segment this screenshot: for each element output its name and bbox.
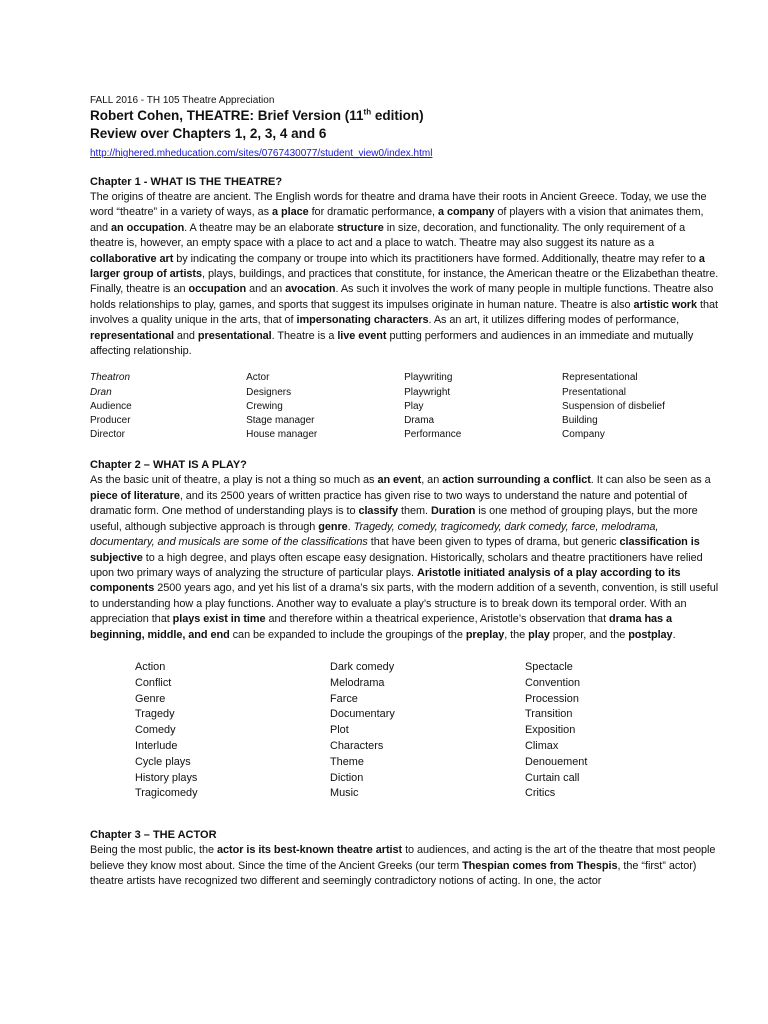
term: Performance bbox=[404, 429, 462, 441]
term: Company bbox=[562, 429, 605, 441]
term: Presentational bbox=[562, 386, 626, 398]
term: Director bbox=[90, 429, 126, 441]
term: History plays bbox=[135, 771, 198, 784]
text-run: to audiences, and acting is the art of the theatre that most people believe they know most about. Since the time of the Ancient Greeks (our term bbox=[90, 844, 716, 872]
text-run: , and its 2500 years of written practice has given rise to two ways to understand the nature and potential of dramatic form. One method of understanding plays is to bbox=[90, 489, 688, 518]
bold-text-run: drama has a beginning, middle, and end bbox=[90, 613, 673, 641]
bold-text-run: action surrounding a conflict bbox=[442, 474, 591, 487]
text-run: . bbox=[347, 520, 354, 533]
chapter-2-terms-col-1 bbox=[135, 660, 330, 802]
bold-text-run: Thespian comes from Thespis bbox=[462, 859, 618, 872]
chapter-2-terms-col-2 bbox=[330, 660, 525, 802]
bold-text-run: representational bbox=[90, 329, 174, 342]
text-run: , an bbox=[421, 474, 443, 487]
term: Building bbox=[562, 415, 598, 427]
term: Exposition bbox=[525, 724, 576, 737]
bold-text-run: postplay bbox=[628, 628, 673, 641]
term: Crewing bbox=[246, 400, 283, 412]
term: Dran bbox=[90, 386, 112, 398]
term: Music bbox=[330, 787, 359, 800]
term: Action bbox=[135, 660, 166, 673]
term: Tragedy bbox=[135, 708, 175, 721]
term: Audience bbox=[90, 400, 132, 412]
text-run: to a high degree, and plays often escape easy designation. Historically, scholars and theatre practitioners have relied upon two primary ways of analyzing the structure of particular plays. bbox=[90, 551, 703, 579]
bold-text-run: an event bbox=[377, 474, 422, 487]
text-run: in size, decoration, and functionality. The only requirement of a theatre is, however, an empty space with a place to act and a place to watch. Theatre may also suggest its nature as a bbox=[90, 221, 686, 250]
term: Cycle plays bbox=[135, 755, 191, 768]
bold-text-run: Aristotle initiated analysis of a play according to its components bbox=[90, 566, 681, 595]
text-run: that involves a quality unique in the arts, that of bbox=[90, 298, 718, 327]
term: Genre bbox=[135, 692, 166, 705]
title-superscript: th bbox=[363, 107, 372, 117]
text-run: and bbox=[173, 329, 198, 342]
bold-text-run: avocation bbox=[285, 283, 336, 296]
text-run: The origins of theatre are ancient. The English words for theatre and drama have their roots in Ancient Greece. Today, we use the word “theatre” in a variety of ways, as bbox=[90, 191, 707, 219]
term: Theatron bbox=[90, 372, 131, 384]
term: Melodrama bbox=[330, 676, 385, 689]
bold-text-run: classify bbox=[358, 505, 399, 518]
term: Procession bbox=[525, 692, 579, 705]
text-run: that have been given to types of drama, but generic bbox=[367, 536, 620, 549]
text-run: . As such it involves the work of many people in multiple functions. Theatre also holds relationships to play, games, and sports that suggest its impulses originate in human nature. Theatre is also bbox=[90, 283, 714, 311]
bold-text-run: classification is subjective bbox=[90, 536, 700, 564]
term: Actor bbox=[246, 372, 270, 384]
term: Interlude bbox=[135, 739, 178, 752]
term: Transition bbox=[525, 708, 573, 721]
term: Suspension of disbelief bbox=[562, 400, 665, 412]
term: Denouement bbox=[525, 755, 588, 768]
text-run: . A theatre may be an elaborate bbox=[184, 221, 337, 234]
title-main: Robert Cohen, THEATRE: Brief Version (11 bbox=[90, 108, 364, 123]
text-run: and an bbox=[246, 283, 286, 296]
text-run: and therefore within a theatrical experience, Aristotle’s observation that bbox=[265, 613, 610, 626]
term: Convention bbox=[525, 676, 581, 689]
chapter-1-terms-col-2 bbox=[246, 371, 404, 442]
bold-text-run: structure bbox=[336, 221, 384, 234]
term: Playwright bbox=[404, 386, 451, 398]
term: Plot bbox=[330, 724, 349, 737]
text-run: putting performers and audiences in an immediate and mutually affecting relationship. bbox=[90, 329, 694, 358]
text-run: proper, and the bbox=[549, 628, 629, 641]
term: Comedy bbox=[135, 724, 176, 737]
term: Theme bbox=[330, 755, 364, 768]
text-run: by indicating the company or troupe into which its practitioners have formed. Additionally, theatre may refer to bbox=[173, 252, 699, 265]
chapter-1-terms bbox=[90, 371, 720, 442]
term: Dark comedy bbox=[330, 660, 395, 673]
bold-text-run: occupation bbox=[188, 283, 247, 296]
bold-text-run: presentational bbox=[197, 329, 272, 342]
chapter-1-terms-col-3 bbox=[404, 371, 562, 442]
chapter-3-heading: Chapter 3 – THE ACTOR bbox=[90, 829, 217, 842]
text-run: As the basic unit of theatre, a play is not a thing so much as bbox=[90, 474, 378, 487]
document-subtitle: Review over Chapters 1, 2, 3, 4 and 6 bbox=[90, 126, 327, 141]
text-run: is one method of grouping plays, but the more useful, although subjective approach is through bbox=[90, 505, 698, 533]
bold-text-run: preplay bbox=[465, 628, 505, 641]
term: Farce bbox=[330, 692, 358, 705]
bold-text-run: collaborative art bbox=[90, 252, 174, 265]
term: Climax bbox=[525, 739, 559, 752]
text-run: Being the most public, the bbox=[90, 844, 217, 857]
bold-text-run: piece of literature bbox=[90, 489, 180, 502]
bold-text-run: plays exist in time bbox=[172, 613, 266, 626]
text-run: for dramatic performance, bbox=[308, 206, 438, 219]
text-run: 2500 years ago, and yet his list of a drama’s six parts, with the modern addition of a seventh, convention, is still useful to understanding how a play functions. Another way to evaluate a play’s structure is to break down its temporal order. With an appreciation that bbox=[90, 582, 719, 626]
document-content bbox=[90, 94, 720, 889]
term: Designers bbox=[246, 386, 292, 398]
term: Representational bbox=[562, 372, 638, 384]
chapter-1-terms-col-1 bbox=[90, 371, 246, 442]
text-run: . It can also be seen as a bbox=[590, 474, 711, 487]
text-run: . Theatre is a bbox=[271, 329, 338, 342]
term: Producer bbox=[90, 415, 131, 427]
text-run: can be expanded to include the groupings of the bbox=[229, 628, 466, 641]
text-run: , plays, buildings, and practices that constitute, for instance, the American theatre or the Elizabethan theatre. Finally, theatre is an bbox=[90, 268, 719, 296]
text-run: them. bbox=[398, 505, 431, 518]
term: Diction bbox=[330, 771, 364, 784]
bold-text-run: an occupation bbox=[111, 221, 185, 234]
term: Tragicomedy bbox=[135, 787, 198, 800]
chapter-2-heading: Chapter 2 – WHAT IS A PLAY? bbox=[90, 459, 247, 472]
italic-text-run: Tragedy, comedy, tragicomedy, dark comedy, farce, melodrama, documentary, and musicals are some of the classifications bbox=[90, 520, 659, 549]
term: Critics bbox=[525, 787, 556, 800]
chapter-1-paragraph bbox=[90, 190, 720, 359]
text-run: . bbox=[672, 628, 676, 641]
textbook-url-link[interactable]: http://highered.mheducation.com/sites/0767430077/student_view0/index.html bbox=[90, 148, 433, 159]
term: Curtain call bbox=[525, 771, 580, 784]
bold-text-run: Duration bbox=[430, 505, 476, 518]
term: House manager bbox=[246, 429, 318, 441]
term: Stage manager bbox=[246, 415, 315, 427]
bold-text-run: a place bbox=[272, 206, 309, 219]
term: Play bbox=[404, 400, 424, 412]
term: Characters bbox=[330, 739, 384, 752]
bold-text-run: live event bbox=[337, 329, 387, 342]
bold-text-run: a company bbox=[438, 206, 495, 219]
text-run: , the bbox=[504, 628, 529, 641]
bold-text-run: actor is its best-known theatre artist bbox=[217, 844, 403, 857]
bold-text-run: artistic work bbox=[633, 298, 697, 311]
term: Playwriting bbox=[404, 372, 453, 384]
text-run: of players with a vision that animates them, and bbox=[90, 206, 704, 234]
chapter-1-heading: Chapter 1 - WHAT IS THE THEATRE? bbox=[90, 176, 283, 188]
term: Conflict bbox=[135, 676, 172, 689]
text-run: , the “first” actor) theatre artists have recognized two different and seemingly contradictory notions of acting. In one, the actor bbox=[90, 859, 697, 887]
chapter-3-paragraph bbox=[90, 843, 720, 889]
course-line: FALL 2016 - TH 105 Theatre Appreciation bbox=[90, 95, 275, 106]
chapter-2-terms bbox=[135, 660, 720, 802]
term: Documentary bbox=[330, 708, 395, 721]
document-title bbox=[90, 107, 720, 125]
chapter-2-terms-col-3 bbox=[525, 660, 720, 802]
term: Spectacle bbox=[525, 660, 573, 673]
text-run: . As an art, it utilizes differing modes of performance, bbox=[428, 314, 680, 327]
title-edition: edition) bbox=[371, 108, 424, 123]
bold-text-run: a larger group of artists bbox=[90, 252, 705, 281]
bold-text-run: genre bbox=[318, 520, 348, 533]
term: Drama bbox=[404, 415, 435, 427]
chapter-2-paragraph bbox=[90, 473, 720, 642]
bold-text-run: impersonating characters bbox=[296, 314, 429, 327]
bold-text-run: play bbox=[528, 628, 550, 641]
chapter-1-terms-col-4 bbox=[562, 371, 720, 442]
